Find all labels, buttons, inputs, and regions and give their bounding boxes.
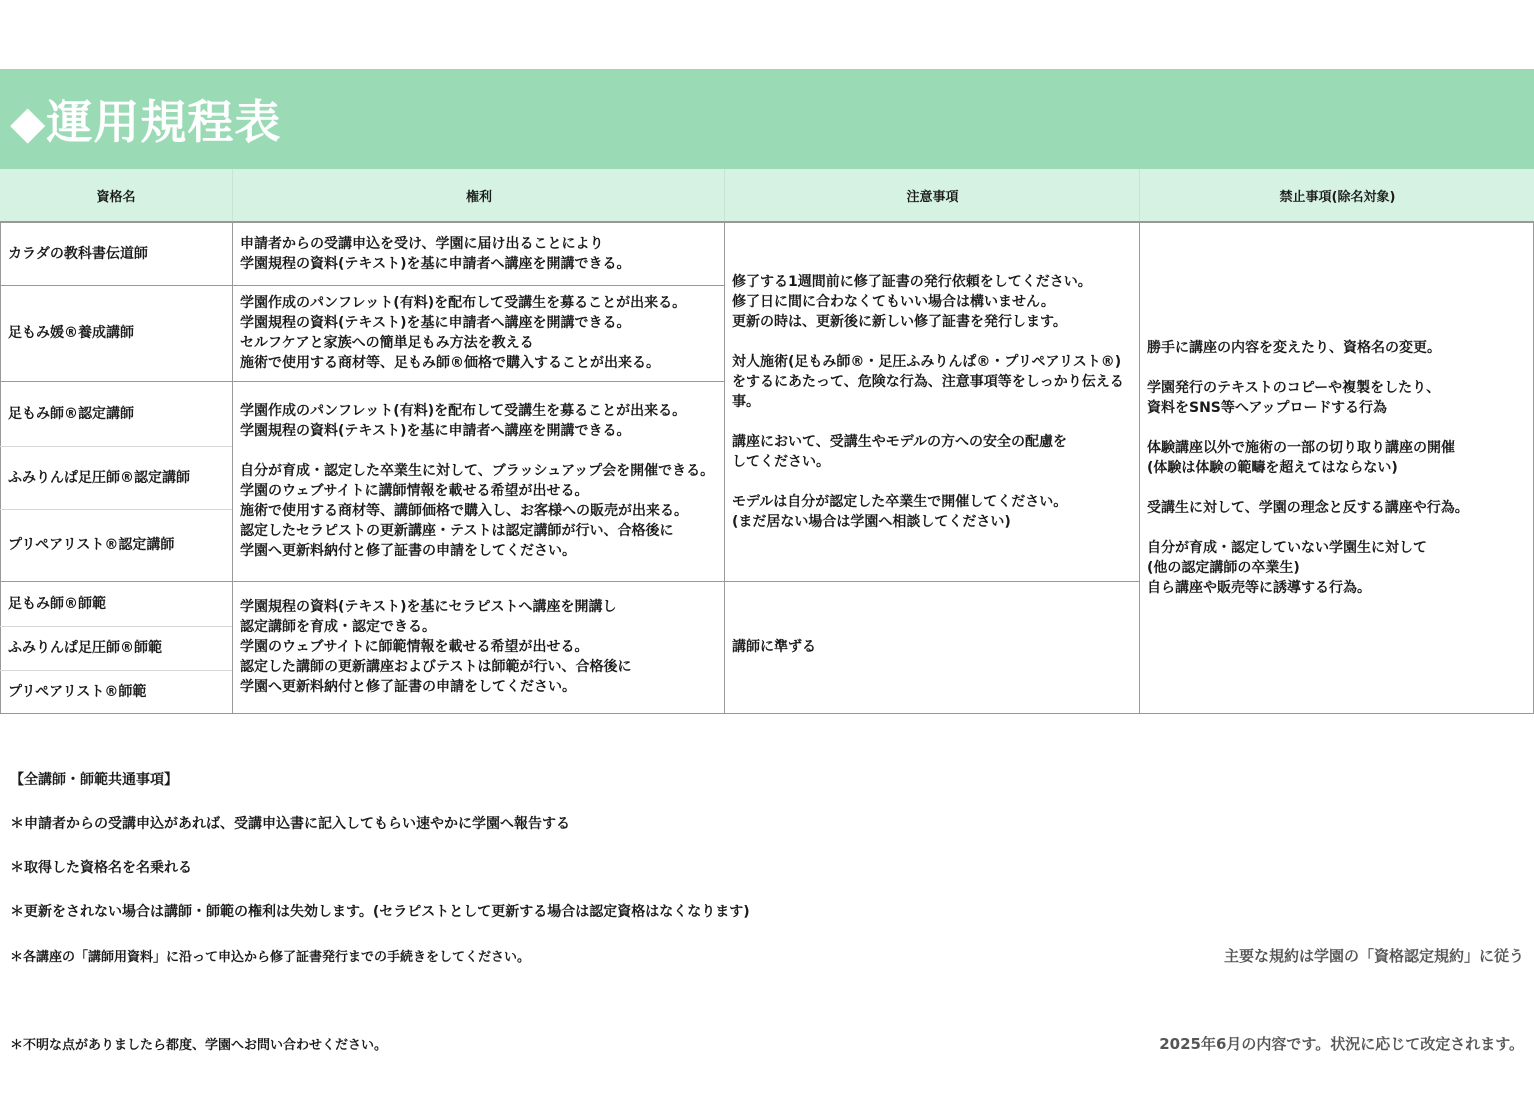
column-divider — [1139, 222, 1140, 714]
column-divider — [724, 222, 725, 714]
note-item: ＊不明な点がありましたら都度、学園へお問い合わせください。 — [10, 1038, 388, 1053]
table-top-border — [0, 221, 1534, 223]
header-prohibitions: 禁止事項(除名対象) — [1139, 169, 1534, 221]
note-item: ＊取得した資格名を名乗れる — [10, 860, 192, 876]
notes-heading: 【全講師・師範共通事項】 — [10, 772, 178, 788]
row-divider — [0, 285, 724, 286]
date-note: 2025年6月の内容です。状況に応じて改定されます。 — [1159, 1035, 1524, 1053]
note-item: ＊各講座の「講師用資料」に沿って申込から修了証書発行までの手続きをしてください。 — [10, 950, 531, 965]
qualification-cell: ふみりんぱ足圧師®認定講師 — [8, 469, 190, 486]
header-cautions: 注意事項 — [724, 169, 1140, 221]
caution-cell: 修了する1週間前に修了証書の発行依頼をしてください。 修了日に間に合わなくてもいい場合は構いません。 更新の時は、更新後に新しい修了証書を発行します。 対人施術(足もみ師®・足圧ふみりんぱ®・プリペアリスト®) をするにあたって、危険な行為、注意事項等をしっかり伝える事。 講座において、受講生やモデルの方への安全の配慮を してください。 モデルは自分が認定した卒業生で開催してください。 (まだ居ない場合は学園へ相談してください) — [732, 273, 1124, 530]
header-rights: 権利 — [232, 169, 725, 221]
subrow-divider — [0, 670, 232, 671]
row-divider — [0, 381, 724, 382]
subrow-divider — [0, 626, 232, 627]
qualification-cell: ふみりんぱ足圧師®師範 — [8, 640, 162, 656]
rights-cell: 学園作成のパンフレット(有料)を配布して受講生を募ることが出来る。 学園規程の資料(テキスト)を基に申請者へ講座を開講できる。 セルフケアと家族への簡単足もみ方法を教える 施術で使用する商材等、足もみ師®価格で購入することが出来る。 — [240, 295, 687, 371]
column-divider — [232, 222, 233, 714]
qualification-cell: カラダの教科書伝道師 — [8, 245, 148, 262]
subrow-divider — [0, 509, 232, 510]
rights-cell: 学園作成のパンフレット(有料)を配布して受講生を募ることが出来る。 学園規程の資料(テキスト)を基に申請者へ講座を開講できる。 自分が育成・認定した卒業生に対して、ブラッシュアップ会を開催できる。 学園のウェブサイトに講師情報を載せる希望が出せる。 施術で使用する商材等、講師価格で購入し、お客様への販売が出来る。 認定したセラピストの更新講座・テストは認定講師が行い、合格後に 学園へ更新料納付と修了証書の申請をしてください。 — [240, 403, 715, 559]
qualification-cell: 足もみ師®認定講師 — [8, 405, 134, 422]
qualification-cell: 足もみ師®師範 — [8, 595, 106, 612]
qualification-cell: プリペアリスト®認定講師 — [8, 537, 175, 553]
prohibition-cell: 勝手に講座の内容を変えたり、資格名の変更。 学園発行のテキストのコピーや複製をしたり、 資料をSNS等へアップロードする行為 体験講座以外で施術の一部の切り取り講座の開催 (体験は体験の範疇を超えてはならない) 受講生に対して、学園の理念と反する講座や行為。 自分が育成・認定していない学園生に対して (他の認定講師の卒業生) 自ら講座や販売等に誘導する行為。 — [1147, 339, 1469, 596]
table-bottom-border — [0, 713, 1534, 714]
rights-cell: 申請者からの受講申込を受け、学園に届け出ることにより 学園規程の資料(テキスト)を基に申請者へ講座を開講できる。 — [240, 235, 631, 272]
table-left-border — [0, 222, 1, 714]
qualification-cell: 足もみ媛®養成講師 — [8, 325, 134, 341]
note-item: ＊更新をされない場合は講師・師範の権利は失効します。(セラピストとして更新する場合は認定資格はなくなります) — [10, 904, 750, 920]
title-banner — [0, 69, 1534, 169]
qualification-cell: プリペアリスト®師範 — [8, 683, 147, 700]
rights-cell: 学園規程の資料(テキスト)を基にセラピストへ講座を開講し 認定講師を育成・認定できる。 学園のウェブサイトに師範情報を載せる希望が出せる。 認定した講師の更新講座およびテストは師範が行い、合格後に 学園へ更新料納付と修了証書の申請をしてください。 — [240, 599, 632, 695]
page-title: ◆運用規程表 — [10, 95, 282, 149]
subrow-divider — [0, 446, 232, 447]
rule-note: 主要な規約は学園の「資格認定規約」に従う — [1223, 947, 1524, 965]
note-item: ＊申請者からの受講申込があれば、受講申込書に記入してもらい速やかに学園へ報告する — [10, 816, 570, 832]
header-qualification: 資格名 — [0, 169, 232, 221]
caution-cell: 講師に準ずる — [732, 639, 816, 655]
row-divider — [0, 581, 1139, 582]
